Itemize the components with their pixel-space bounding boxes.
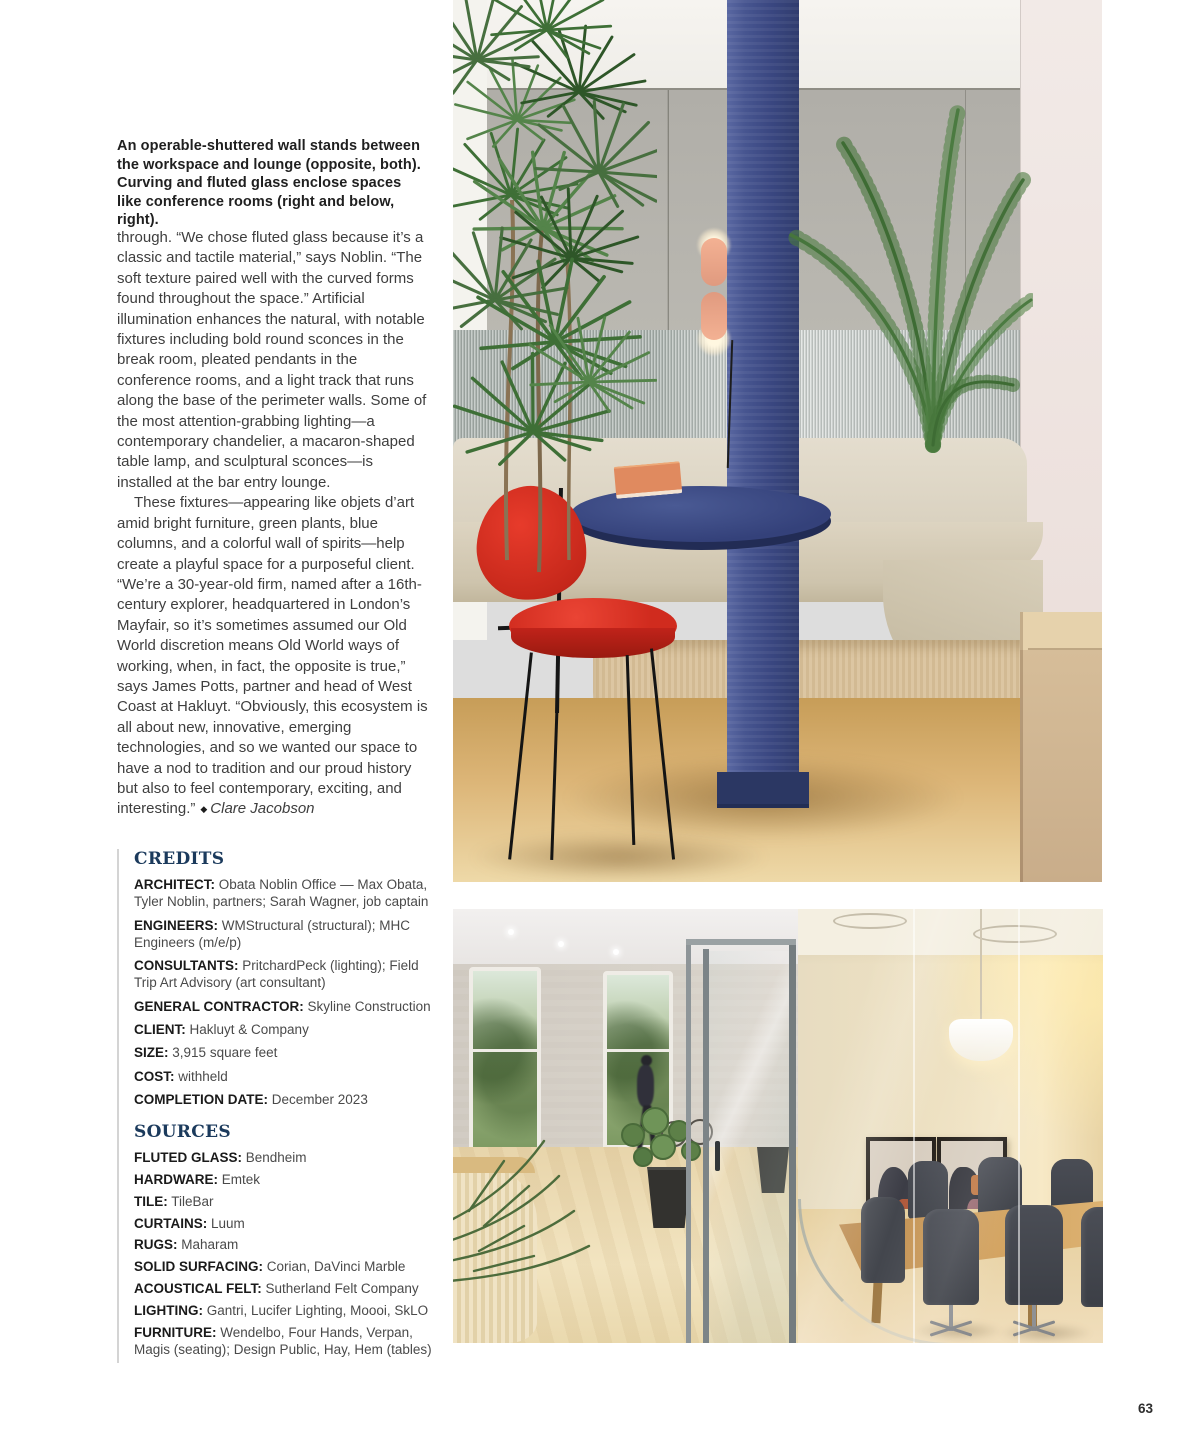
credit-item — [134, 876, 439, 911]
end-diamond-icon: ◆ — [200, 804, 208, 815]
cabinet-shelf-line — [1028, 648, 1102, 650]
credit-value: Skyline Construction — [307, 998, 431, 1014]
recessed-light — [508, 929, 514, 935]
credit-item — [134, 998, 439, 1015]
credit-label: ARCHITECT: — [134, 877, 215, 892]
source-value: Wendelbo, Four Hands, Verpan, Magis (seating); Design Public, Hay, Hem (tables) — [134, 1324, 432, 1357]
source-value: Luum — [211, 1215, 245, 1231]
conference-photo — [453, 909, 1103, 1343]
wall-panel-seam — [668, 90, 669, 334]
source-value: Bendheim — [245, 1150, 307, 1166]
dracaena-plant — [453, 0, 657, 580]
lounge-photo — [453, 0, 1102, 882]
glass-door — [709, 951, 789, 1343]
source-value: Sutherland Felt Company — [265, 1281, 419, 1297]
glass-wall-header — [686, 939, 796, 945]
window-mullion — [603, 1049, 673, 1052]
source-item — [134, 1193, 439, 1210]
wall-sconce-upper — [701, 238, 727, 286]
credit-value: withheld — [178, 1068, 228, 1084]
credit-value: PritchardPeck (lighting); Field Trip Art Advisory (art consultant) — [134, 958, 419, 991]
body-paragraph-2 — [117, 493, 429, 820]
specs-column — [117, 849, 439, 1363]
credits-heading: CREDITS — [134, 849, 225, 869]
source-item — [134, 1236, 439, 1253]
source-value: Maharam — [181, 1237, 239, 1253]
credit-value: Obata Noblin Office — Max Obata, Tyler Noblin, partners; Sarah Wagner, job captain — [134, 877, 429, 910]
credit-item — [134, 1021, 439, 1038]
credit-label: GENERAL CONTRACTOR: — [134, 998, 304, 1014]
sources-heading: SOURCES — [134, 1122, 231, 1143]
source-item — [134, 1171, 439, 1188]
page-number: 63 — [1138, 1401, 1154, 1416]
paragraph-2-text: These fixtures—appearing like objets d’art amid bright furniture, green plants, blue columns, and a colorful wall of spirits—help create a playful space for a purposeful client. “We’re a 30-year-old firm, named after a 16th-century explorer, headquartered in London’s Mayfair, so it’s sometimes assumed our Old World discretion means Old World ways of working, when, in fact, the opposite is true,” says James Potts, partner and head of West Coast at Hakluyt. “Obviously, this ecosystem is all about new, innovative, emerging technologies, and so we wanted our space to have a nod to tradition and our proud history but also to feel contemporary, exciting, and interesting.” — [117, 494, 428, 818]
source-label: FURNITURE: — [134, 1324, 217, 1340]
credit-label: CONSULTANTS: — [134, 958, 239, 974]
glass-wall-frame — [686, 939, 691, 1343]
source-label: LIGHTING: — [134, 1302, 203, 1318]
source-label: HARDWARE: — [134, 1172, 218, 1188]
credit-item — [134, 1091, 439, 1108]
source-value: Emtek — [221, 1172, 261, 1188]
wall-sconce-lower — [701, 292, 727, 340]
credit-value: 3,915 square feet — [172, 1045, 278, 1061]
source-item — [134, 1302, 439, 1319]
wood-cabinet — [1020, 612, 1102, 882]
source-label: ACOUSTICAL FELT: — [134, 1281, 262, 1297]
source-value: Gantri, Lucifer Lighting, Moooi, SkLO — [206, 1302, 429, 1318]
foreground-palm-leaves — [453, 1131, 599, 1291]
credit-label: COMPLETION DATE: — [134, 1091, 268, 1107]
credits-section — [134, 849, 439, 1108]
source-label: CURTAINS: — [134, 1215, 208, 1231]
source-label: TILE: — [134, 1193, 168, 1209]
recessed-light — [558, 941, 564, 947]
author-byline: Clare Jacobson — [210, 800, 315, 818]
source-label: RUGS: — [134, 1237, 178, 1253]
door-handle — [715, 1141, 720, 1171]
credits-list — [134, 876, 439, 1108]
blue-column-base — [717, 772, 809, 808]
credit-label: ENGINEERS: — [134, 917, 219, 933]
source-item — [134, 1258, 439, 1275]
credit-item — [134, 917, 439, 952]
source-value: Corian, DaVinci Marble — [266, 1259, 406, 1275]
credit-value: WMStructural (structural); MHC Engineers (m/e/p) — [134, 917, 411, 950]
credit-label: COST: — [134, 1068, 175, 1084]
article-body — [117, 228, 429, 820]
palm-plant — [783, 85, 1033, 465]
source-item — [134, 1215, 439, 1232]
source-label: FLUTED GLASS: — [134, 1150, 242, 1166]
credit-value: Hakluyt & Company — [189, 1022, 309, 1038]
glass-door-frame — [789, 945, 796, 1343]
body-paragraph-1: through. “We chose fluted glass because it’s a classic and tactile material,” says Noblin. “The soft texture paired well with the curved forms found throughout the space.” Artificial illumination enhances the natural, with notable fixtures including bold round sconces in the break room, pleated pendants in the conference rooms, and a light track that runs along the base of the perimeter walls. Some of the most attention-grabbing lighting—a contemporary chandelier, a macaron-shaped table lamp, and sculptural sconces—is installed at the bar entry lounge. — [117, 229, 427, 491]
chair-shadow — [469, 833, 769, 881]
credit-item — [134, 1068, 439, 1085]
credit-value: December 2023 — [271, 1091, 368, 1107]
window — [469, 967, 541, 1153]
sources-section — [134, 1122, 439, 1358]
window-mullion — [469, 1049, 541, 1052]
source-label: SOLID SURFACING: — [134, 1259, 264, 1275]
source-item — [134, 1149, 439, 1166]
credit-item — [134, 1044, 439, 1061]
recessed-light — [613, 949, 619, 955]
source-item — [134, 1324, 439, 1359]
photo-caption: An operable-shuttered wall stands between the workspace and lounge (opposite, both). Curving and fluted glass enclose spaces like conference rooms (right and below, right). — [117, 138, 421, 229]
credit-label: SIZE: — [134, 1045, 169, 1061]
credit-item — [134, 957, 439, 992]
sources-list — [134, 1149, 439, 1358]
source-value: TileBar — [171, 1193, 214, 1209]
credit-label: CLIENT: — [134, 1022, 186, 1038]
source-item — [134, 1280, 439, 1297]
